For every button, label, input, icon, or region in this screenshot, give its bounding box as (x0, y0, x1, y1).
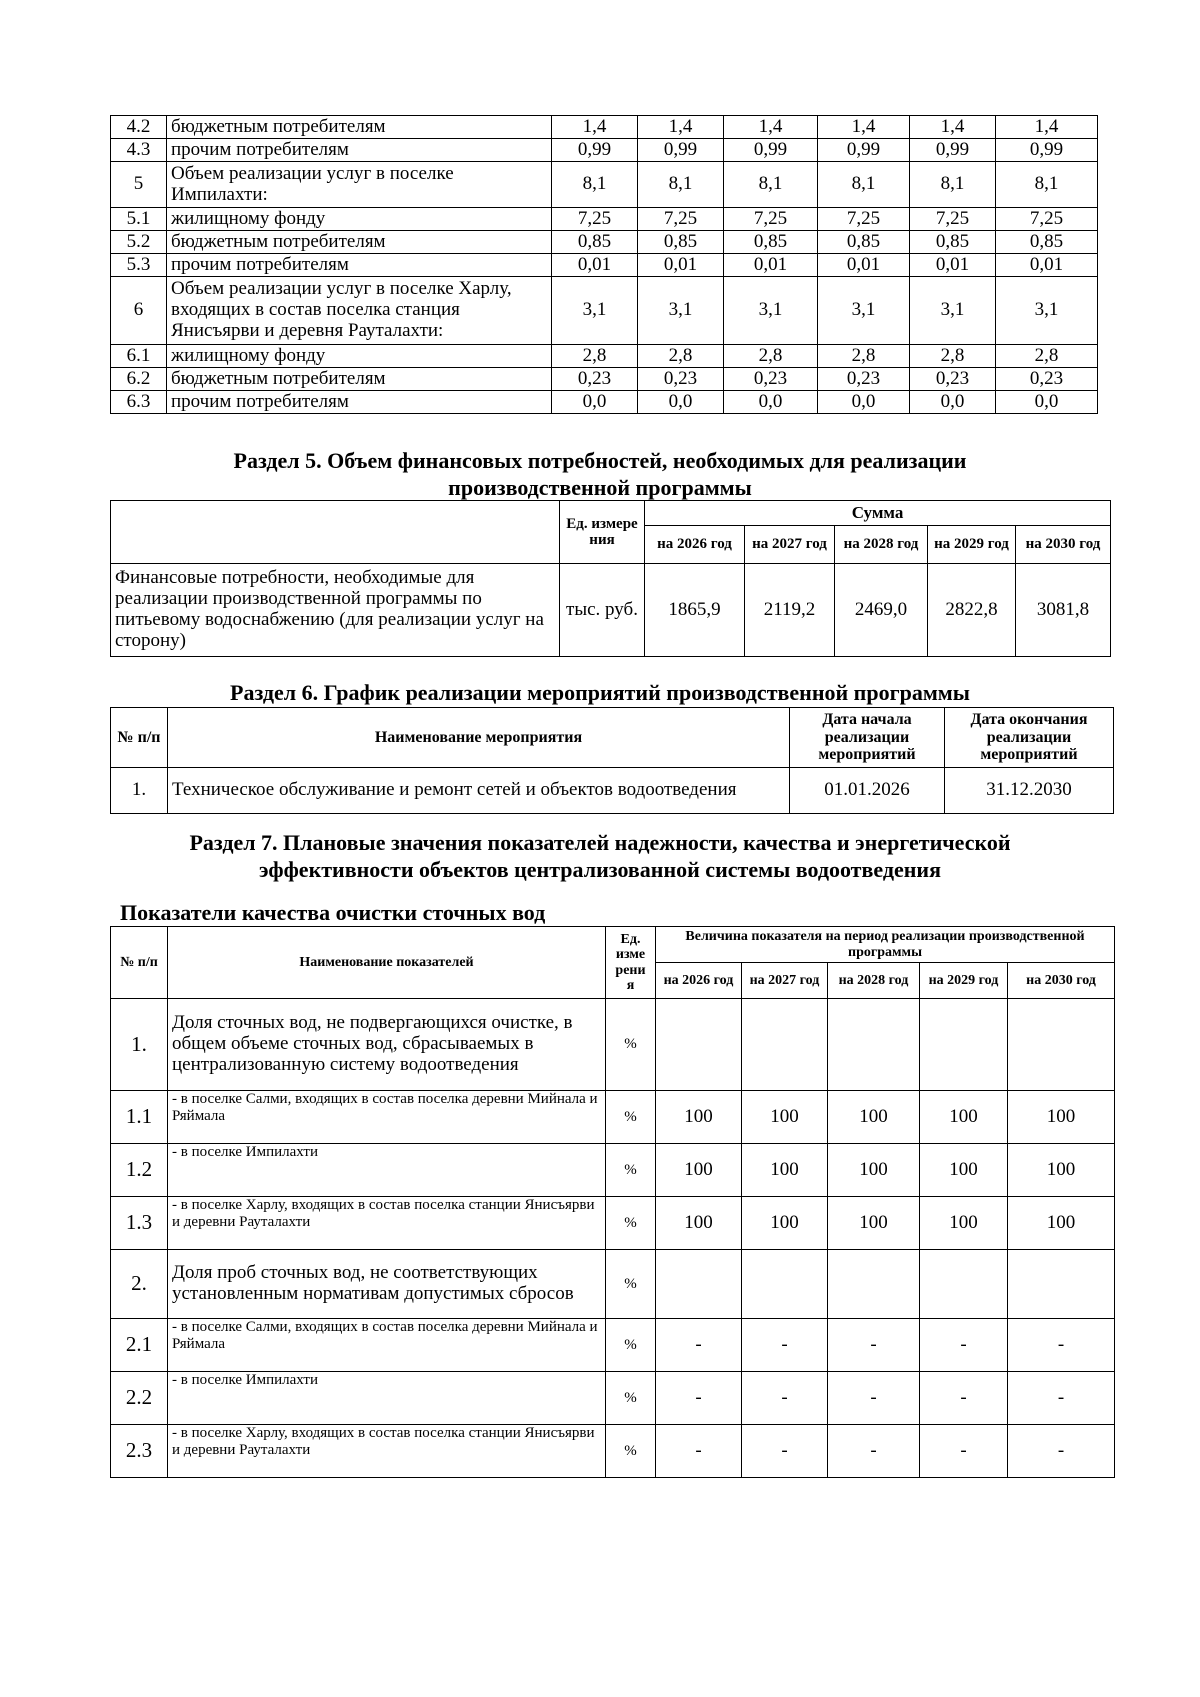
row-num: 5.1 (111, 208, 167, 231)
table-row (111, 139, 1098, 162)
table-row (111, 231, 1098, 254)
value-cell: 7,25 (724, 208, 818, 231)
row-unit: % (606, 1144, 656, 1197)
row-num: 2.3 (111, 1425, 168, 1478)
row-num: 2.2 (111, 1372, 168, 1425)
value-cell: 0,85 (996, 231, 1098, 254)
table-row (111, 1319, 1115, 1372)
table-row (111, 162, 1098, 208)
col-end-header: Дата окончания реализации мероприятий (945, 708, 1114, 768)
value-cell: 2,8 (724, 345, 818, 368)
value-cell (828, 999, 920, 1091)
value-cell: 1,4 (724, 116, 818, 139)
value-cell: - (920, 1372, 1008, 1425)
row-num: 5.2 (111, 231, 167, 254)
quality-subheading: Показатели качества очистки сточных вод (120, 900, 546, 925)
table-row (111, 277, 1098, 345)
table-row (111, 1144, 1115, 1197)
row-name: - в поселке Импилахти (168, 1372, 606, 1425)
financial-row-name: Финансовые потребности, необходимые для реализации производственной программы по питьевому водоснабжению (для реализации услуг на сторону) (111, 564, 560, 657)
value-cell: - (828, 1425, 920, 1478)
value-cell: 3,1 (638, 277, 724, 345)
value-cell: 3081,8 (1016, 564, 1111, 657)
value-cell: 8,1 (724, 162, 818, 208)
row-num: 2.1 (111, 1319, 168, 1372)
value-cell (656, 999, 742, 1091)
unit-header: Ед. измере ния (560, 501, 645, 564)
row-num: 4.2 (111, 116, 167, 139)
financial-needs-table (110, 500, 1111, 657)
table-row (111, 1091, 1115, 1144)
row-num: 4.3 (111, 139, 167, 162)
year-header: на 2026 год (656, 963, 742, 999)
value-cell: 0,99 (818, 139, 910, 162)
value-cell: 0,0 (996, 391, 1098, 414)
value-cell: 0,0 (910, 391, 996, 414)
year-header: на 2027 год (742, 963, 828, 999)
year-header: на 2026 год (645, 526, 745, 564)
value-cell: 1,4 (638, 116, 724, 139)
value-cell: 1,4 (910, 116, 996, 139)
value-cell: 3,1 (724, 277, 818, 345)
value-cell: 2,8 (638, 345, 724, 368)
table-row (111, 391, 1098, 414)
value-cell: - (656, 1319, 742, 1372)
row-num: 5.3 (111, 254, 167, 277)
section6-heading: Раздел 6. График реализации мероприятий производственной программы (230, 680, 970, 705)
value-cell: 0,23 (552, 368, 638, 391)
value-cell: 3,1 (552, 277, 638, 345)
value-cell (920, 1250, 1008, 1319)
value-cell: 100 (656, 1091, 742, 1144)
value-cell: 8,1 (638, 162, 724, 208)
row-name: - в поселке Импилахти (168, 1144, 606, 1197)
value-cell: 0,01 (552, 254, 638, 277)
row-unit: % (606, 1372, 656, 1425)
row-num: 1. (111, 768, 168, 814)
value-cell: 100 (742, 1197, 828, 1250)
value-cell: - (920, 1319, 1008, 1372)
year-header: на 2030 год (1016, 526, 1111, 564)
row-num: 1.3 (111, 1197, 168, 1250)
row-name: Объем реализации услуг в поселке Харлу, входящих в состав поселка станция Янисъярви и деревня Рауталахти: (167, 277, 552, 345)
row-unit: % (606, 1197, 656, 1250)
value-cell: 0,85 (910, 231, 996, 254)
value-cell: 1,4 (996, 116, 1098, 139)
value-cell: 0,23 (638, 368, 724, 391)
row-unit: % (606, 1319, 656, 1372)
row-unit: % (606, 1091, 656, 1144)
value-cell: 2822,8 (928, 564, 1016, 657)
value-cell: - (828, 1319, 920, 1372)
row-num: 6.1 (111, 345, 167, 368)
value-cell: 0,99 (638, 139, 724, 162)
value-cell: 0,99 (552, 139, 638, 162)
value-cell (742, 1250, 828, 1319)
value-cell: 0,23 (996, 368, 1098, 391)
value-cell: 100 (656, 1197, 742, 1250)
row-num: 6 (111, 277, 167, 345)
row-start-date: 01.01.2026 (790, 768, 945, 814)
row-name: Техническое обслуживание и ремонт сетей и объектов водоотведения (168, 768, 790, 814)
col-name-header: Наименование показателей (168, 927, 606, 999)
value-cell: 0,0 (638, 391, 724, 414)
value-cell: 3,1 (996, 277, 1098, 345)
row-end-date: 31.12.2030 (945, 768, 1114, 814)
col-num-header: № п/п (111, 708, 168, 768)
value-cell: 8,1 (552, 162, 638, 208)
value-cell: 100 (1008, 1197, 1115, 1250)
value-cell (1008, 1250, 1115, 1319)
value-cell: 1865,9 (645, 564, 745, 657)
year-header: на 2029 год (928, 526, 1016, 564)
value-cell: 100 (742, 1091, 828, 1144)
value-cell: 2,8 (996, 345, 1098, 368)
value-cell: 0,85 (724, 231, 818, 254)
value-cell: 8,1 (910, 162, 996, 208)
financial-row-unit: тыс. руб. (560, 564, 645, 657)
empty-header-cell (111, 501, 560, 564)
value-cell: 0,01 (724, 254, 818, 277)
value-cell: - (920, 1425, 1008, 1478)
table-row (111, 368, 1098, 391)
value-cell: 0,01 (638, 254, 724, 277)
value-cell: 2469,0 (835, 564, 928, 657)
row-name: Объем реализации услуг в поселке Импилахти: (167, 162, 552, 208)
row-name: - в поселке Харлу, входящих в состав поселка станции Янисъярви и деревни Рауталахти (168, 1425, 606, 1478)
row-name: прочим потребителям (167, 391, 552, 414)
col-start-header: Дата начала реализации мероприятий (790, 708, 945, 768)
col-unit-header: Ед. изме рени я (606, 927, 656, 999)
row-num: 6.3 (111, 391, 167, 414)
volume-table (110, 115, 1098, 414)
value-cell: 0,0 (818, 391, 910, 414)
value-cell: 0,99 (910, 139, 996, 162)
value-cell: 7,25 (552, 208, 638, 231)
row-name: Доля сточных вод, не подвергающихся очистке, в общем объеме сточных вод, сбрасываемых в централизованную систему водоотведения (168, 999, 606, 1091)
row-name: прочим потребителям (167, 254, 552, 277)
value-cell (742, 999, 828, 1091)
value-cell (1008, 999, 1115, 1091)
value-cell: 0,99 (724, 139, 818, 162)
value-cell: 0,01 (996, 254, 1098, 277)
table-row (111, 1425, 1115, 1478)
table-row (111, 208, 1098, 231)
table-row (111, 116, 1098, 139)
value-cell: 100 (1008, 1091, 1115, 1144)
table-row (111, 1372, 1115, 1425)
value-cell: - (1008, 1319, 1115, 1372)
value-cell: 0,99 (996, 139, 1098, 162)
value-cell: 7,25 (818, 208, 910, 231)
row-name: бюджетным потребителям (167, 368, 552, 391)
value-cell: - (1008, 1425, 1115, 1478)
value-cell: - (656, 1372, 742, 1425)
col-num-header: № п/п (111, 927, 168, 999)
value-cell: 0,85 (818, 231, 910, 254)
value-cell (920, 999, 1008, 1091)
value-cell: 100 (828, 1197, 920, 1250)
value-cell: 7,25 (638, 208, 724, 231)
value-cell: - (742, 1372, 828, 1425)
value-cell: - (1008, 1372, 1115, 1425)
row-num: 5 (111, 162, 167, 208)
value-cell: 0,01 (818, 254, 910, 277)
value-cell: - (828, 1372, 920, 1425)
value-cell: 100 (920, 1197, 1008, 1250)
value-cell: 100 (742, 1144, 828, 1197)
value-cell: 100 (1008, 1144, 1115, 1197)
row-num: 1. (111, 999, 168, 1091)
row-name: Доля проб сточных вод, не соответствующих установленным нормативам допустимых сбросов (168, 1250, 606, 1319)
value-cell: 0,23 (818, 368, 910, 391)
value-cell: 2119,2 (745, 564, 835, 657)
value-cell (828, 1250, 920, 1319)
section7-heading: Раздел 7. Плановые значения показателей надежности, качества и энергетической эффективности объектов централизованной системы водоотведения (189, 830, 1011, 882)
value-cell: 2,8 (910, 345, 996, 368)
row-name: - в поселке Харлу, входящих в состав поселка станции Янисъярви и деревни Рауталахти (168, 1197, 606, 1250)
quality-indicators-table (110, 926, 1115, 1478)
table-row (111, 1197, 1115, 1250)
value-cell: 0,23 (910, 368, 996, 391)
row-num: 6.2 (111, 368, 167, 391)
value-cell: - (742, 1425, 828, 1478)
value-cell: 0,01 (910, 254, 996, 277)
value-cell: 0,0 (724, 391, 818, 414)
value-cell: 3,1 (910, 277, 996, 345)
value-cell: 100 (828, 1091, 920, 1144)
row-name: бюджетным потребителям (167, 116, 552, 139)
value-cell: 0,85 (638, 231, 724, 254)
row-name: бюджетным потребителям (167, 231, 552, 254)
row-unit: % (606, 1425, 656, 1478)
row-unit: % (606, 1250, 656, 1319)
year-header: на 2028 год (828, 963, 920, 999)
sum-header: Сумма (645, 501, 1111, 526)
year-header: на 2027 год (745, 526, 835, 564)
row-name: жилищному фонду (167, 345, 552, 368)
section5-heading: Раздел 5. Объем финансовых потребностей, необходимых для реализации производственной программы (233, 448, 967, 500)
row-name: - в поселке Салми, входящих в состав поселка деревни Мийнала и Ряймала (168, 1091, 606, 1144)
row-num: 1.1 (111, 1091, 168, 1144)
year-header: на 2029 год (920, 963, 1008, 999)
value-cell: 8,1 (996, 162, 1098, 208)
value-cell: 100 (656, 1144, 742, 1197)
value-cell: 1,4 (818, 116, 910, 139)
value-cell: - (742, 1319, 828, 1372)
col-name-header: Наименование мероприятия (168, 708, 790, 768)
value-cell: 0,85 (552, 231, 638, 254)
row-name: - в поселке Салми, входящих в состав поселка деревни Мийнала и Ряймала (168, 1319, 606, 1372)
value-cell: 0,23 (724, 368, 818, 391)
value-cell: 7,25 (996, 208, 1098, 231)
value-cell: 1,4 (552, 116, 638, 139)
value-cell: 2,8 (552, 345, 638, 368)
col-value-header: Величина показателя на период реализации производственной программы (656, 927, 1115, 963)
value-cell: 100 (828, 1144, 920, 1197)
table-row (111, 345, 1098, 368)
value-cell: 100 (920, 1144, 1008, 1197)
year-header: на 2030 год (1008, 963, 1115, 999)
value-cell: 0,0 (552, 391, 638, 414)
table-row (111, 254, 1098, 277)
schedule-table (110, 707, 1114, 814)
row-name: прочим потребителям (167, 139, 552, 162)
value-cell: 2,8 (818, 345, 910, 368)
row-num: 1.2 (111, 1144, 168, 1197)
table-row (111, 1250, 1115, 1319)
table-row (111, 999, 1115, 1091)
row-num: 2. (111, 1250, 168, 1319)
value-cell (656, 1250, 742, 1319)
value-cell: 100 (920, 1091, 1008, 1144)
value-cell: 7,25 (910, 208, 996, 231)
value-cell: 3,1 (818, 277, 910, 345)
row-name: жилищному фонду (167, 208, 552, 231)
year-header: на 2028 год (835, 526, 928, 564)
value-cell: 8,1 (818, 162, 910, 208)
value-cell: - (656, 1425, 742, 1478)
row-unit: % (606, 999, 656, 1091)
